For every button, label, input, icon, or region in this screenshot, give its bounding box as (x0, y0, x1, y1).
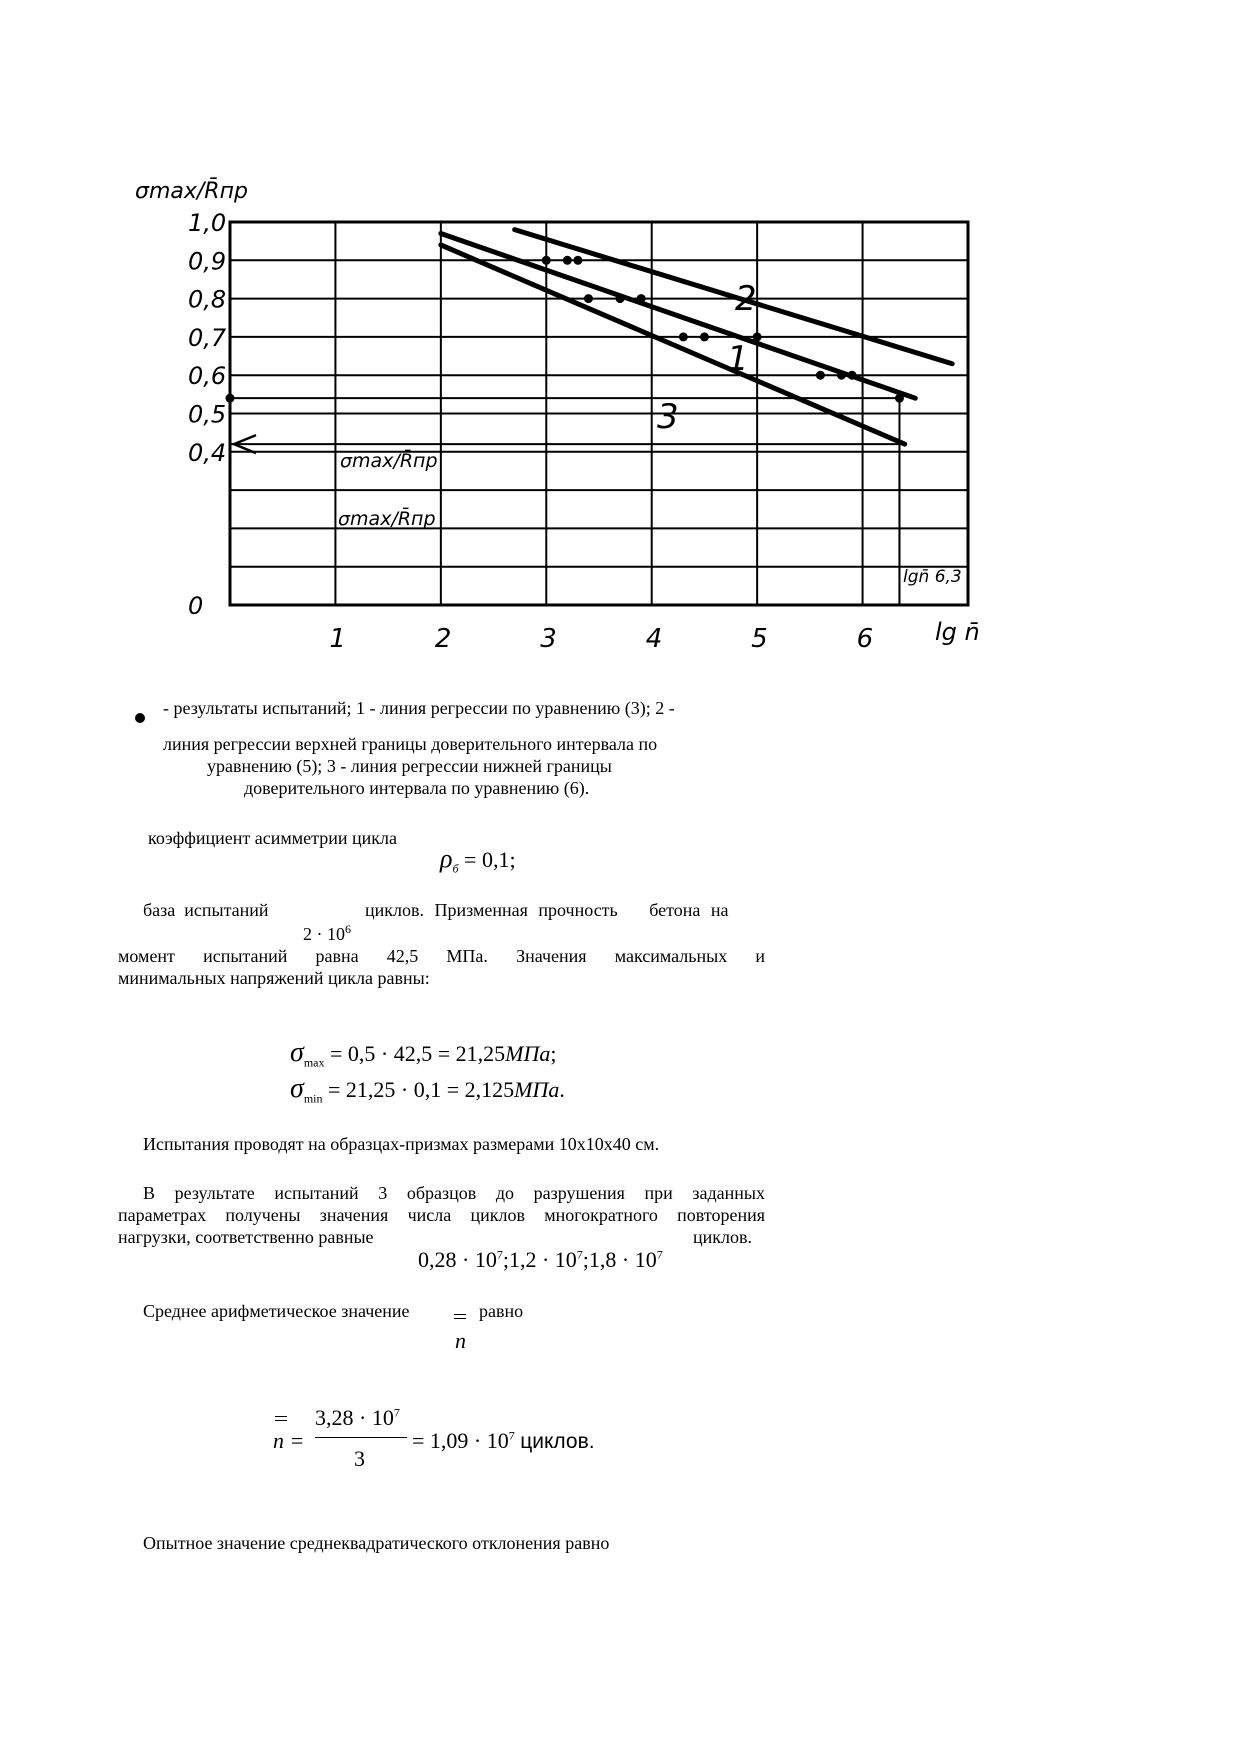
fraction-bar (315, 1437, 407, 1438)
mean-eq-num-exp: 7 (393, 1405, 400, 1420)
caption-line-4: доверительного интервала по уравнению (6). (244, 778, 590, 798)
mean-eq-unit: циклов. (520, 1430, 595, 1453)
mean-bar (454, 1314, 466, 1319)
data-point (895, 394, 904, 403)
data-point (226, 394, 235, 403)
line-label-1: 1 (727, 339, 749, 379)
mean-eq-rhs-mantissa: = 1,09 · 10 (412, 1428, 509, 1453)
std-text: Опытное значение среднеквадратического отклонения равно (143, 1533, 610, 1553)
sigma-max-unit: МПа (505, 1041, 551, 1066)
guide-label-upper: σmax/R̄пр (340, 450, 438, 472)
rho-equation (440, 844, 516, 876)
data-point (679, 332, 688, 341)
rho-sub: б (452, 861, 459, 876)
sigma-max-sub: max (303, 1055, 325, 1070)
cycle-values (418, 1247, 663, 1273)
asymmetry-text: коэффициент асимметрии цикла (148, 828, 397, 848)
sigma-min-symbol: σ (290, 1073, 304, 1104)
x-tick-label: 2 (434, 624, 452, 654)
caption-line-1: - результаты испытаний; 1 - линия регрессии по уравнению (3); 2 - (163, 698, 675, 718)
y-tick-label: 0,5 (188, 400, 227, 429)
mean-symbol: n (455, 1328, 466, 1353)
sigma-min-unit: МПа (514, 1077, 560, 1102)
data-point (700, 332, 709, 341)
base-value (303, 922, 351, 945)
annotation-lg-n: lgn̄ 6,3 (903, 567, 962, 587)
sigma-min-rhs: = 21,25 · 0,1 = 2,125 (327, 1077, 515, 1102)
cycle-value-3: ;1,8 · 10 (582, 1247, 657, 1272)
guide-label-lower: σmax/R̄пр (338, 508, 436, 530)
rho-symbol: ρ (440, 844, 453, 873)
mean-eq-denominator: 3 (354, 1446, 365, 1471)
result-line-3b: циклов. (693, 1227, 752, 1247)
chart-ticks (188, 209, 873, 654)
y-tick-label: 1,0 (188, 209, 227, 237)
line-label-2: 2 (735, 279, 757, 319)
data-point (637, 294, 646, 303)
data-point (573, 256, 582, 265)
sigma-max-rhs: = 0,5 · 42,5 = 21,25 (329, 1041, 506, 1066)
cycle-exp-1: 7 (496, 1247, 503, 1262)
caption-line-3: уравнению (5); 3 - линия регрессии нижней границы (207, 756, 612, 776)
data-point (753, 332, 762, 341)
result-line-2: параметрах получены значения числа циклов многократного повторения (118, 1205, 765, 1225)
result-line-3a: нагрузки, соответственно равные (118, 1227, 374, 1247)
fatigue-chart (0, 0, 1240, 680)
data-point (563, 256, 572, 265)
x-tick-label: 6 (856, 624, 874, 654)
sigma-max-equation (290, 1037, 556, 1070)
sigma-min-equation (290, 1073, 565, 1106)
caption-line-2: линия регрессии верхней границы доверительного интервала по (163, 734, 658, 754)
data-point (616, 294, 625, 303)
x-tick-label: 3 (540, 624, 557, 654)
mean-eq-rhs-exp: 7 (508, 1428, 515, 1443)
line-label-3: 3 (657, 397, 679, 437)
y-tick-label: 0 (188, 592, 204, 620)
y-axis-label: σmax/R̄пр (135, 179, 248, 204)
base-value-mantissa: 2 · 10 (303, 924, 345, 944)
y-tick-label: 0,9 (188, 247, 227, 276)
base-line-2: момент испытаний равна 42,5 МПа. Значения максимальных и (118, 946, 765, 966)
x-tick-label: 5 (751, 624, 768, 654)
base-line-3: минимальных напряжений цикла равны: (118, 968, 430, 988)
sigma-max-end: ; (550, 1041, 557, 1066)
sigma-min-end: . (559, 1077, 565, 1102)
rho-rhs: = 0,1; (464, 847, 516, 872)
mean-eq-rhs (412, 1428, 595, 1454)
data-point (816, 371, 825, 380)
y-tick-label: 0,6 (188, 362, 227, 391)
cycle-value-2: ;1,2 · 10 (502, 1247, 577, 1272)
y-tick-label: 0,4 (188, 438, 227, 467)
result-line-1: В результате испытаний 3 образцов до разрушения при заданных (143, 1183, 765, 1203)
base-value-exp: 6 (345, 922, 351, 936)
chart-grid (230, 222, 968, 605)
legend-dot (135, 713, 145, 723)
sigma-max-symbol: σ (290, 1037, 304, 1068)
chart-guides (230, 398, 899, 605)
cycle-value-1: 0,28 · 10 (418, 1247, 497, 1272)
cycle-exp-3: 7 (656, 1247, 663, 1262)
mean-eq-bar (275, 1416, 287, 1421)
tests-text: Испытания проводят на образцах-призмах размерами 10х10х40 см. (143, 1134, 660, 1154)
sigma-min-sub: min (303, 1091, 323, 1106)
mean-eq-num-mantissa: 3,28 · 10 (315, 1405, 394, 1430)
data-point (837, 371, 846, 380)
data-point (848, 371, 857, 380)
mean-eq-lhs: n = (273, 1428, 305, 1453)
mean-tail: равно (479, 1301, 524, 1321)
data-point (584, 294, 593, 303)
mean-eq-numerator (315, 1405, 400, 1431)
data-point (542, 256, 551, 265)
mean-text: Среднее арифметическое значение (143, 1301, 410, 1321)
y-tick-label: 0,8 (188, 285, 227, 314)
y-tick-label: 0,7 (188, 323, 227, 352)
cycle-exp-2: 7 (576, 1247, 583, 1262)
x-axis-label: lg n̄ (935, 618, 980, 646)
x-tick-label: 1 (329, 624, 346, 654)
x-tick-label: 4 (645, 624, 663, 654)
